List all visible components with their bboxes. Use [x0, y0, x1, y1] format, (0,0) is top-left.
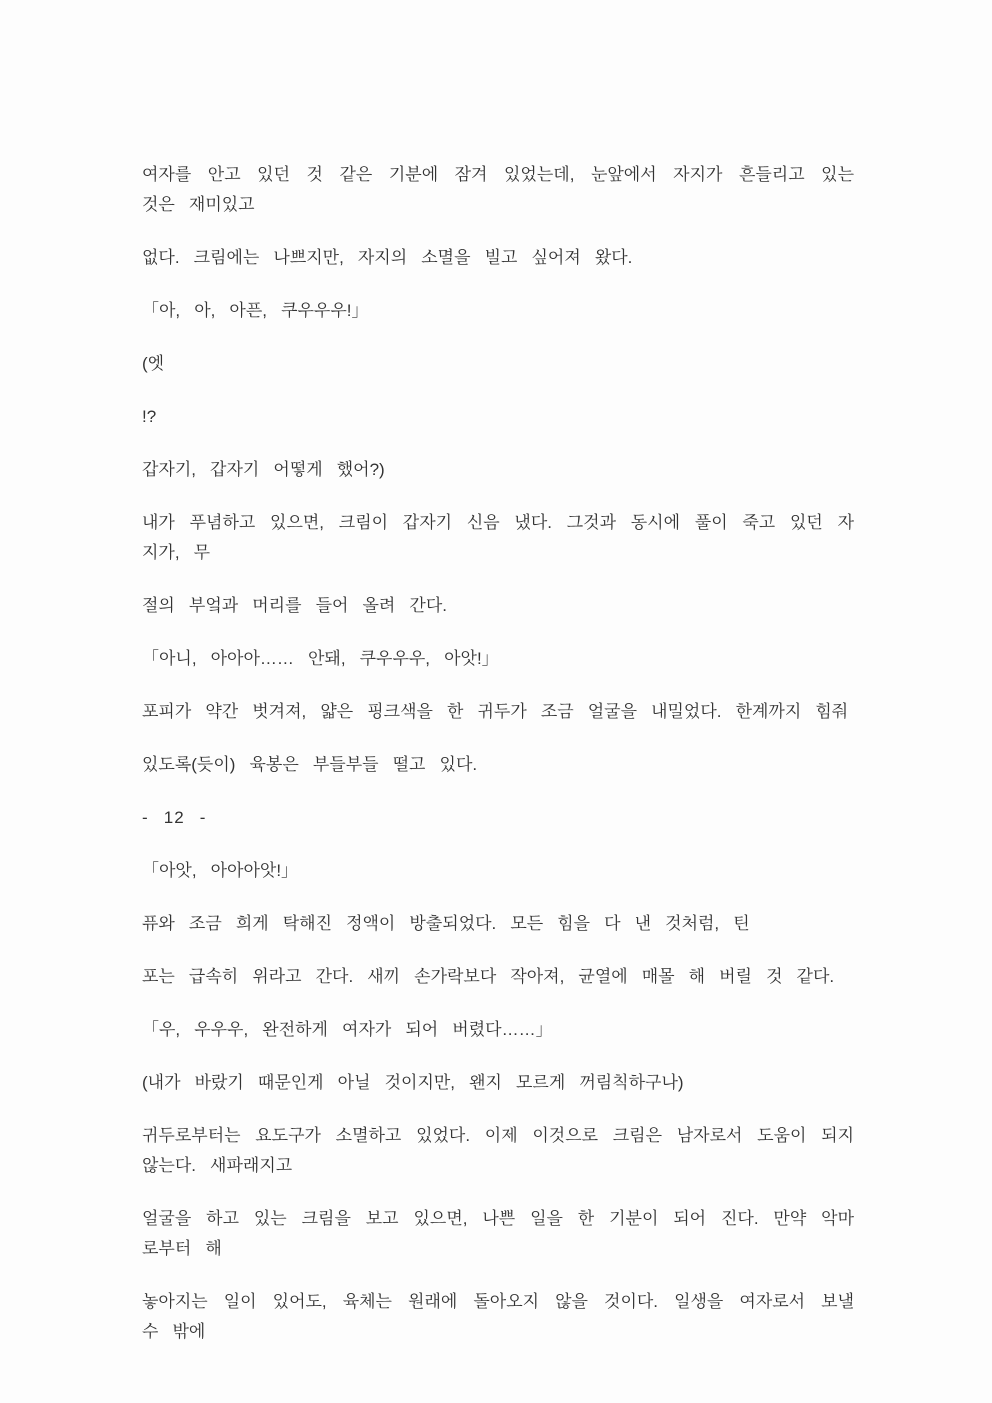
paragraph-10: 포피가 약간 벗겨져, 얇은 핑크색을 한 귀두가 조금 얼굴을 내밀었다. 한계까지 힘줘 [142, 702, 849, 721]
paragraph-6: 갑자기, 갑자기 어떻게 했어?) [142, 460, 385, 479]
paragraph-2: 없다. 크림에는 나쁘지만, 자지의 소멸을 빌고 싶어져 왔다. [142, 248, 633, 267]
paragraph-7: 내가 푸념하고 있으면, 크림이 갑자기 신음 냈다. 그것과 동시에 풀이 죽고 있던 자지가, 무 [142, 513, 854, 562]
paragraph-4: (엣 [142, 354, 165, 373]
paragraph-11: 있도록(듯이) 육봉은 부들부들 떨고 있다. [142, 755, 478, 774]
paragraph-13: 퓨와 조금 희게 탁해진 정액이 방출되었다. 모든 힘을 다 낸 것처럼, 틴 [142, 914, 750, 933]
page-number-marker: - 12 - [142, 808, 207, 827]
paragraph-17: 귀두로부터는 요도구가 소멸하고 있었다. 이제 이것으로 크림은 남자로서 도움이 되지 않는다. 새파래지고 [142, 1126, 854, 1175]
paragraph-3: 「아, 아, 아픈, 쿠우우우!」 [142, 301, 369, 320]
paragraph-19: 놓아지는 일이 있어도, 육체는 원래에 돌아오지 않을 것이다. 일생을 여자로서 보낼 수 밖에 [142, 1292, 854, 1341]
document-content [142, 160, 854, 1370]
paragraph-12: 「아앗, 아아아앗!」 [142, 861, 299, 880]
paragraph-15: 「우, 우우우, 완전하게 여자가 되어 버렸다……」 [142, 1020, 553, 1039]
paragraph-18: 얼굴을 하고 있는 크림을 보고 있으면, 나쁜 일을 한 기분이 되어 진다. 만약 악마로부터 해 [142, 1209, 854, 1258]
paragraph-16: (내가 바랐기 때문인게 아닐 것이지만, 왠지 모르게 꺼림칙하구나) [142, 1073, 684, 1092]
paragraph-9: 「아니, 아아아…… 안돼, 쿠우우우, 아앗!」 [142, 649, 499, 668]
paragraph-1: 여자를 안고 있던 것 같은 기분에 잠겨 있었는데, 눈앞에서 자지가 흔들리고 있는 것은 재미있고 [142, 165, 854, 214]
paragraph-14: 포는 급속히 위라고 간다. 새끼 손가락보다 작아져, 균열에 매몰 해 버릴 것 같다. [142, 967, 835, 986]
paragraph-8: 절의 부엌과 머리를 들어 올려 간다. [142, 596, 447, 615]
paragraph-5: !? [142, 407, 157, 426]
